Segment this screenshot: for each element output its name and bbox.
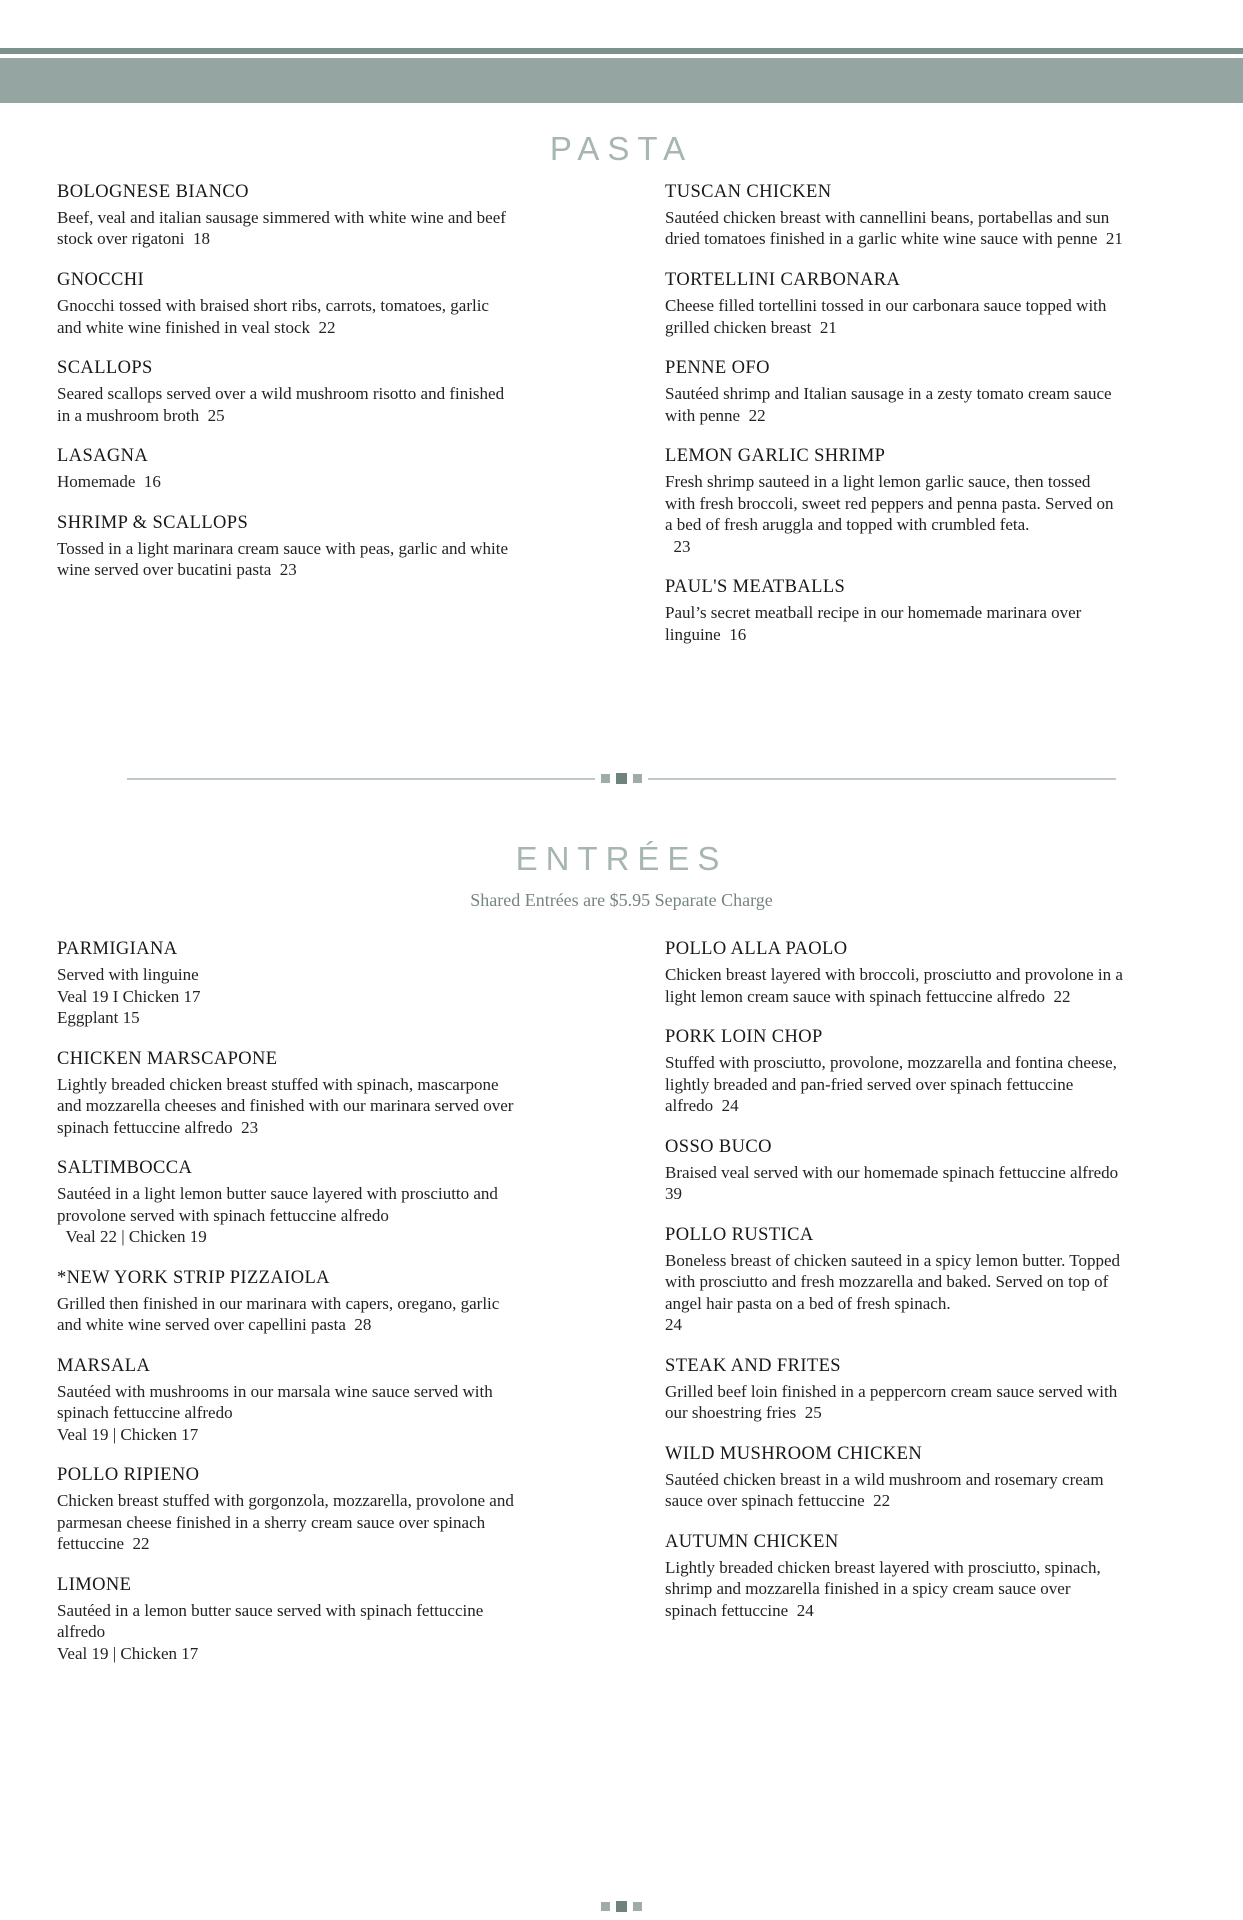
- item-name: WILD MUSHROOM CHICKEN: [665, 1443, 923, 1464]
- item-description: Stuffed with prosciutto, provolone, mozzarella and fontina cheese, lightly breaded and pan-fried served over spinach fettuccine alfredo 24: [665, 1053, 1122, 1116]
- item-name: TUSCAN CHICKEN: [665, 181, 832, 202]
- entrees-section: [0, 784, 1243, 1682]
- item-price-line: 23: [665, 536, 691, 556]
- item-description: Lightly breaded chicken breast stuffed with spinach, mascarpone and mozzarella cheeses and finished with our marinara served over spinach fettuccine alfredo 23: [57, 1074, 518, 1137]
- divider-line: [127, 778, 595, 780]
- menu-item: [57, 268, 515, 338]
- menu-item: [665, 180, 1123, 250]
- item-description: Beef, veal and italian sausage simmered with white wine and beef stock over rigatoni 18: [57, 207, 511, 249]
- item-name: LEMON GARLIC SHRIMP: [665, 446, 886, 467]
- item-name: TORTELLINI CARBONARA: [665, 269, 901, 290]
- item-description: Served with linguine: [57, 965, 199, 985]
- divider-line: [648, 778, 1116, 780]
- menu-item: [665, 1354, 1123, 1424]
- menu-item: [57, 180, 515, 250]
- item-description: Grilled then finished in our marinara with capers, oregano, garlic and white wine served over capellini pasta 28: [57, 1293, 504, 1335]
- item-description: Gnocchi tossed with braised short ribs, carrots, tomatoes, garlic and white wine finished in veal stock 22: [57, 296, 494, 337]
- divider-square-icon: [616, 773, 627, 784]
- menu-item: [665, 1025, 1123, 1117]
- entrees-columns: [0, 937, 1243, 1682]
- pasta-section-title: PASTA: [549, 130, 694, 167]
- item-name: GNOCCHI: [57, 269, 145, 290]
- menu-item: [57, 1354, 515, 1446]
- item-description: Tossed in a light marinara cream sauce with peas, garlic and white wine served over bucatini pasta 23: [57, 538, 513, 580]
- entrees-section-subtitle: Shared Entrées are $5.95 Separate Charge: [470, 890, 773, 911]
- menu-item: [665, 444, 1123, 557]
- menu-item: [665, 356, 1123, 426]
- item-name: POLLO RIPIENO: [57, 1465, 200, 1486]
- item-price-line: Veal 19 | Chicken 17: [57, 1643, 199, 1663]
- item-description: Grilled beef loin finished in a peppercorn cream sauce served with our shoestring fries 25: [665, 1381, 1122, 1423]
- pasta-columns: [0, 180, 1243, 663]
- divider-line: [127, 1906, 595, 1908]
- item-name: PORK LOIN CHOP: [665, 1027, 823, 1048]
- item-name: PENNE OFO: [665, 358, 770, 379]
- item-name: SCALLOPS: [57, 358, 153, 379]
- item-name: POLLO ALLA PAOLO: [665, 939, 848, 960]
- item-name: POLLO RUSTICA: [665, 1224, 814, 1245]
- item-price-line: Eggplant 15: [57, 1008, 140, 1028]
- item-description: Sautéed chicken breast in a wild mushroom and rosemary cream sauce over spinach fettuccine 22: [665, 1469, 1108, 1511]
- menu-item: [665, 1223, 1123, 1336]
- menu-item: [665, 1530, 1123, 1622]
- item-name: LIMONE: [57, 1574, 132, 1595]
- item-name: SALTIMBOCCA: [57, 1158, 193, 1179]
- menu-item: [57, 444, 515, 493]
- item-description: Fresh shrimp sauteed in a light lemon garlic sauce, then tossed with fresh broccoli, sweet red peppers and penna pasta. Served on a bed of fresh aruggla and topped with crumbled feta.: [665, 472, 1118, 535]
- item-description: Lightly breaded chicken breast layered with prosciutto, spinach, shrimp and mozzarella finished in a spicy cream sauce over spinach fettuccine 24: [665, 1557, 1105, 1620]
- item-name: SHRIMP & SCALLOPS: [57, 512, 249, 533]
- divider-line: [648, 1906, 1116, 1908]
- menu-item: [57, 1156, 515, 1248]
- item-description: Sautéed chicken breast with cannellini beans, portabellas and sun dried tomatoes finished in a garlic white wine sauce with penne 21: [665, 207, 1123, 249]
- item-name: CHICKEN MARSCAPONE: [57, 1048, 278, 1069]
- menu-item: [57, 356, 515, 426]
- divider-square-icon: [601, 1902, 610, 1911]
- item-description: Chicken breast stuffed with gorgonzola, mozzarella, provolone and parmesan cheese finished in a sherry cream sauce over spinach fettuccine 22: [57, 1491, 519, 1554]
- section-divider: [0, 773, 1243, 784]
- pasta-section: [0, 103, 1243, 663]
- menu-item: [57, 1573, 515, 1665]
- item-description: Cheese filled tortellini tossed in our carbonara sauce topped with grilled chicken breast 21: [665, 296, 1111, 337]
- bottom-divider: [0, 1901, 1243, 1912]
- pasta-right-column: [665, 180, 1123, 663]
- menu-item: [665, 575, 1123, 645]
- divider-square-icon: [601, 774, 610, 783]
- top-margin: [0, 0, 1243, 48]
- item-name: PARMIGIANA: [57, 939, 178, 960]
- item-description: Braised veal served with our homemade spinach fettuccine alfredo 39: [665, 1162, 1127, 1204]
- entrees-section-title: ENTRÉES: [515, 840, 728, 878]
- item-description: Sautéed in a light lemon butter sauce layered with prosciutto and provolone served with spinach fettuccine alfredo: [57, 1184, 503, 1225]
- item-description: Sautéed with mushrooms in our marsala wine sauce served with spinach fettuccine alfredo: [57, 1381, 498, 1423]
- divider-square-icon: [633, 1902, 642, 1911]
- item-name: LASAGNA: [57, 446, 149, 467]
- divider-square-icon: [616, 1901, 627, 1912]
- item-description: Homemade 16: [57, 472, 161, 492]
- top-band: [0, 58, 1243, 103]
- item-description: Sautéed in a lemon butter sauce served with spinach fettuccine alfredo: [57, 1600, 488, 1642]
- pasta-left-column: [57, 180, 515, 663]
- menu-item: [57, 511, 515, 581]
- menu-item: [57, 1047, 518, 1139]
- menu-item: [665, 268, 1123, 338]
- menu-item: [665, 1442, 1123, 1512]
- item-name: STEAK AND FRITES: [665, 1355, 841, 1376]
- item-name: *NEW YORK STRIP PIZZAIOLA: [57, 1267, 330, 1288]
- item-description: Paul’s secret meatball recipe in our homemade marinara over linguine 16: [665, 603, 1086, 644]
- item-name: AUTUMN CHICKEN: [665, 1531, 839, 1552]
- menu-item: [57, 937, 515, 1029]
- item-description: Sautéed shrimp and Italian sausage in a zesty tomato cream sauce with penne 22: [665, 384, 1116, 425]
- menu-item: [665, 1135, 1127, 1205]
- item-description: Boneless breast of chicken sauteed in a spicy lemon butter. Topped with prosciutto and fresh mozzarella and baked. Served on top of angel hair pasta on a bed of fresh spinach.: [665, 1250, 1125, 1313]
- menu-item: [57, 1463, 519, 1555]
- menu-item: [665, 937, 1128, 1007]
- entrees-right-column: [665, 937, 1128, 1682]
- item-name: OSSO BUCO: [665, 1136, 772, 1157]
- menu-item: [57, 1266, 515, 1336]
- item-description: Seared scallops served over a wild mushroom risotto and finished in a mushroom broth 25: [57, 384, 509, 425]
- item-name: BOLOGNESE BIANCO: [57, 181, 249, 202]
- item-price-line: 24: [665, 1315, 682, 1335]
- item-price-line: Veal 19 I Chicken 17: [57, 986, 201, 1006]
- item-description: Chicken breast layered with broccoli, prosciutto and provolone in a light lemon cream sauce with spinach fettuccine alfredo 22: [665, 965, 1128, 1006]
- entrees-left-column: [57, 937, 519, 1682]
- item-price-line: Veal 19 | Chicken 17: [57, 1424, 199, 1444]
- item-name: MARSALA: [57, 1355, 151, 1376]
- item-price-line: Veal 22 | Chicken 19: [57, 1227, 207, 1247]
- item-name: PAUL'S MEATBALLS: [665, 577, 846, 598]
- divider-square-icon: [633, 774, 642, 783]
